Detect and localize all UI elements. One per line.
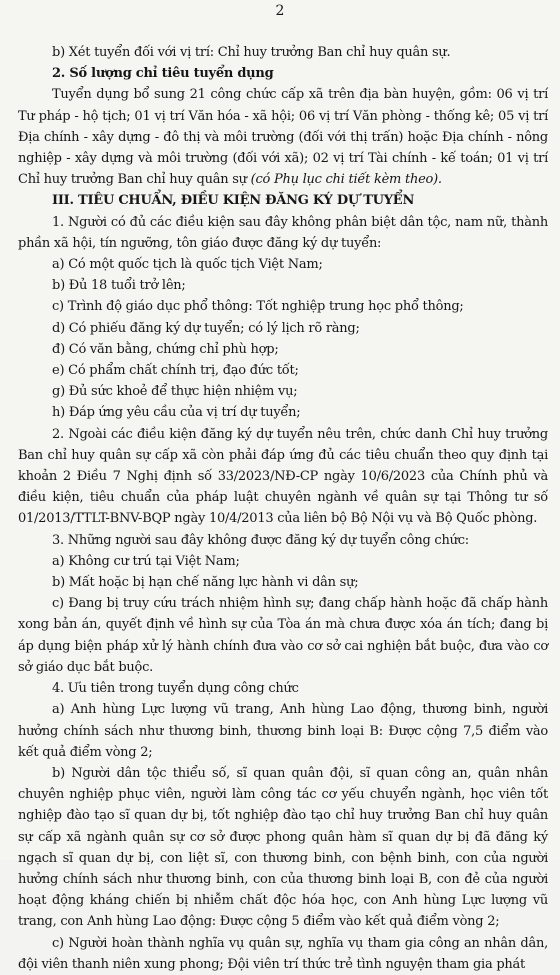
list-item-e: e) Có phẩm chất chính trị, đạo đức tốt;: [52, 363, 299, 379]
priority-item-c: c) Người hoàn thành nghĩa vụ quân sự, nghĩa vụ tham gia công an nhân dân, đội viên thanh niên xung phong; Đội viên trí thức trẻ tình nguyện tham gia phát: [18, 935, 548, 972]
heading-quota: 2. Số lượng chỉ tiêu tuyển dụng: [52, 66, 274, 82]
list-item-h: h) Đáp ứng yêu cầu của vị trí dự tuyển;: [52, 405, 301, 421]
section-heading-iii: III. TIÊU CHUẨN, ĐIỀU KIỆN ĐĂNG KÝ DỰ TUYỂN: [52, 193, 415, 209]
list-item-dd: đ) Có văn bằng, chứng chỉ phù hợp;: [52, 341, 279, 357]
paragraph-eligibility-intro: 1. Người có đủ các điều kiện sau đây không phân biệt dân tộc, nam nữ, thành phần xã hội, tín ngưỡng, tôn giáo được đăng ký dự tuyển:: [18, 214, 548, 251]
page-number: 2: [275, 3, 285, 19]
paragraph-1b-criteria: b) Xét tuyển đối với vị trí: Chỉ huy trưởng Ban chỉ huy quân sự.: [52, 45, 451, 60]
ineligible-item-c: c) Đang bị truy cứu trách nhiệm hình sự; đang chấp hành hoặc đã chấp hành xong bản án, quyết định về hình sự của Tòa án mà chưa được xóa án tích; đang bị áp dụng biện pháp xử lý hành chính đưa vào cơ sở cai nghiện bắt buộc, đưa vào cơ sở giáo dục bắt buộc.: [18, 596, 548, 675]
ineligible-item-b: b) Mất hoặc bị hạn chế năng lực hành vi dân sự;: [52, 575, 359, 591]
list-item-c: c) Trình độ giáo dục phổ thông: Tốt nghiệp trung học phổ thông;: [52, 299, 464, 315]
appendix-note: (có Phụ lục chi tiết kèm theo).: [246, 172, 442, 188]
paragraph-quota-detail: Tuyển dụng bổ sung 21 công chức cấp xã trên địa bàn huyện, gồm: 06 vị trí Tư pháp - hộ tịch; 01 vị trí Văn hóa - xã hội; 06 vị trí Văn phòng - thống kê; 05 vị trí Địa chính - xây dựng - đô thị và môi trường (đối với thị trấn) hoặc Địa chính - nông nghiệp - xây dựng và môi trường (đối với xã); 02 vị trí Tài chính - kế toán; 01 vị trí Chỉ huy trưởng Ban chỉ huy quân sự (có Phụ lục chi tiết kèm theo).: [18, 87, 548, 188]
priority-heading: 4. Ưu tiên trong tuyển dụng công chức: [52, 681, 299, 697]
ineligible-item-a: a) Không cư trú tại Việt Nam;: [52, 553, 240, 569]
priority-item-a: a) Anh hùng Lực lượng vũ trang, Anh hùng Lao động, thương binh, người hưởng chính sách như thương binh, thương binh loại B: Được cộng 7,5 điểm vào kết quả điểm vòng 2;: [18, 702, 548, 760]
priority-item-b: b) Người dân tộc thiểu số, sĩ quan quân đội, sĩ quan công an, quân nhân chuyên nghiệp phục viên, người làm công tác cơ yếu chuyển ngành, học viên tốt nghiệp đào tạo sĩ quan dự bị, tốt nghiệp đào tạo chỉ huy trưởng Ban chỉ huy quân sự cấp xã ngành quân sự cơ sở được phong quân hàm sĩ quan dự bị đã đăng ký ngạch sĩ quan dự bị, con liệt sĩ, con thương binh, con bệnh binh, con của người hưởng chính sách như thương binh, con của thương binh loại B, con đẻ của người hoạt động kháng chiến bị nhiễm chất độc hóa học, con Anh hùng Lực lượng vũ trang, con Anh hùng Lao động: Được cộng 5 điểm vào kết quả điểm vòng 2;: [18, 765, 548, 930]
paragraph-military-commander: 2. Ngoài các điều kiện đăng ký dự tuyển nêu trên, chức danh Chỉ huy trưởng Ban chỉ huy quân sự cấp xã còn phải đáp ứng đủ các tiêu chuẩn theo quy định tại khoản 2 Điều 7 Nghị định số 33/2023/NĐ-CP ngày 10/6/2023 của Chính phủ và điều kiện, tiêu chuẩn của pháp luật chuyên ngành về quân sự tại Thông tư số 01/2013/TTLT-BNV-BQP ngày 10/4/2013 của liên bộ Bộ Nội vụ và Bộ Quốc phòng.: [18, 426, 548, 527]
document-body: [18, 42, 548, 975]
paragraph-ineligible-intro: 3. Những người sau đây không được đăng ký dự tuyển công chức:: [52, 532, 469, 548]
list-item-b: b) Đủ 18 tuổi trở lên;: [52, 278, 186, 294]
list-item-g: g) Đủ sức khoẻ để thực hiện nhiệm vụ;: [52, 384, 298, 400]
list-item-d: d) Có phiếu đăng ký dự tuyển; có lý lịch rõ ràng;: [52, 320, 360, 336]
list-item-a: a) Có một quốc tịch là quốc tịch Việt Nam;: [52, 257, 323, 273]
